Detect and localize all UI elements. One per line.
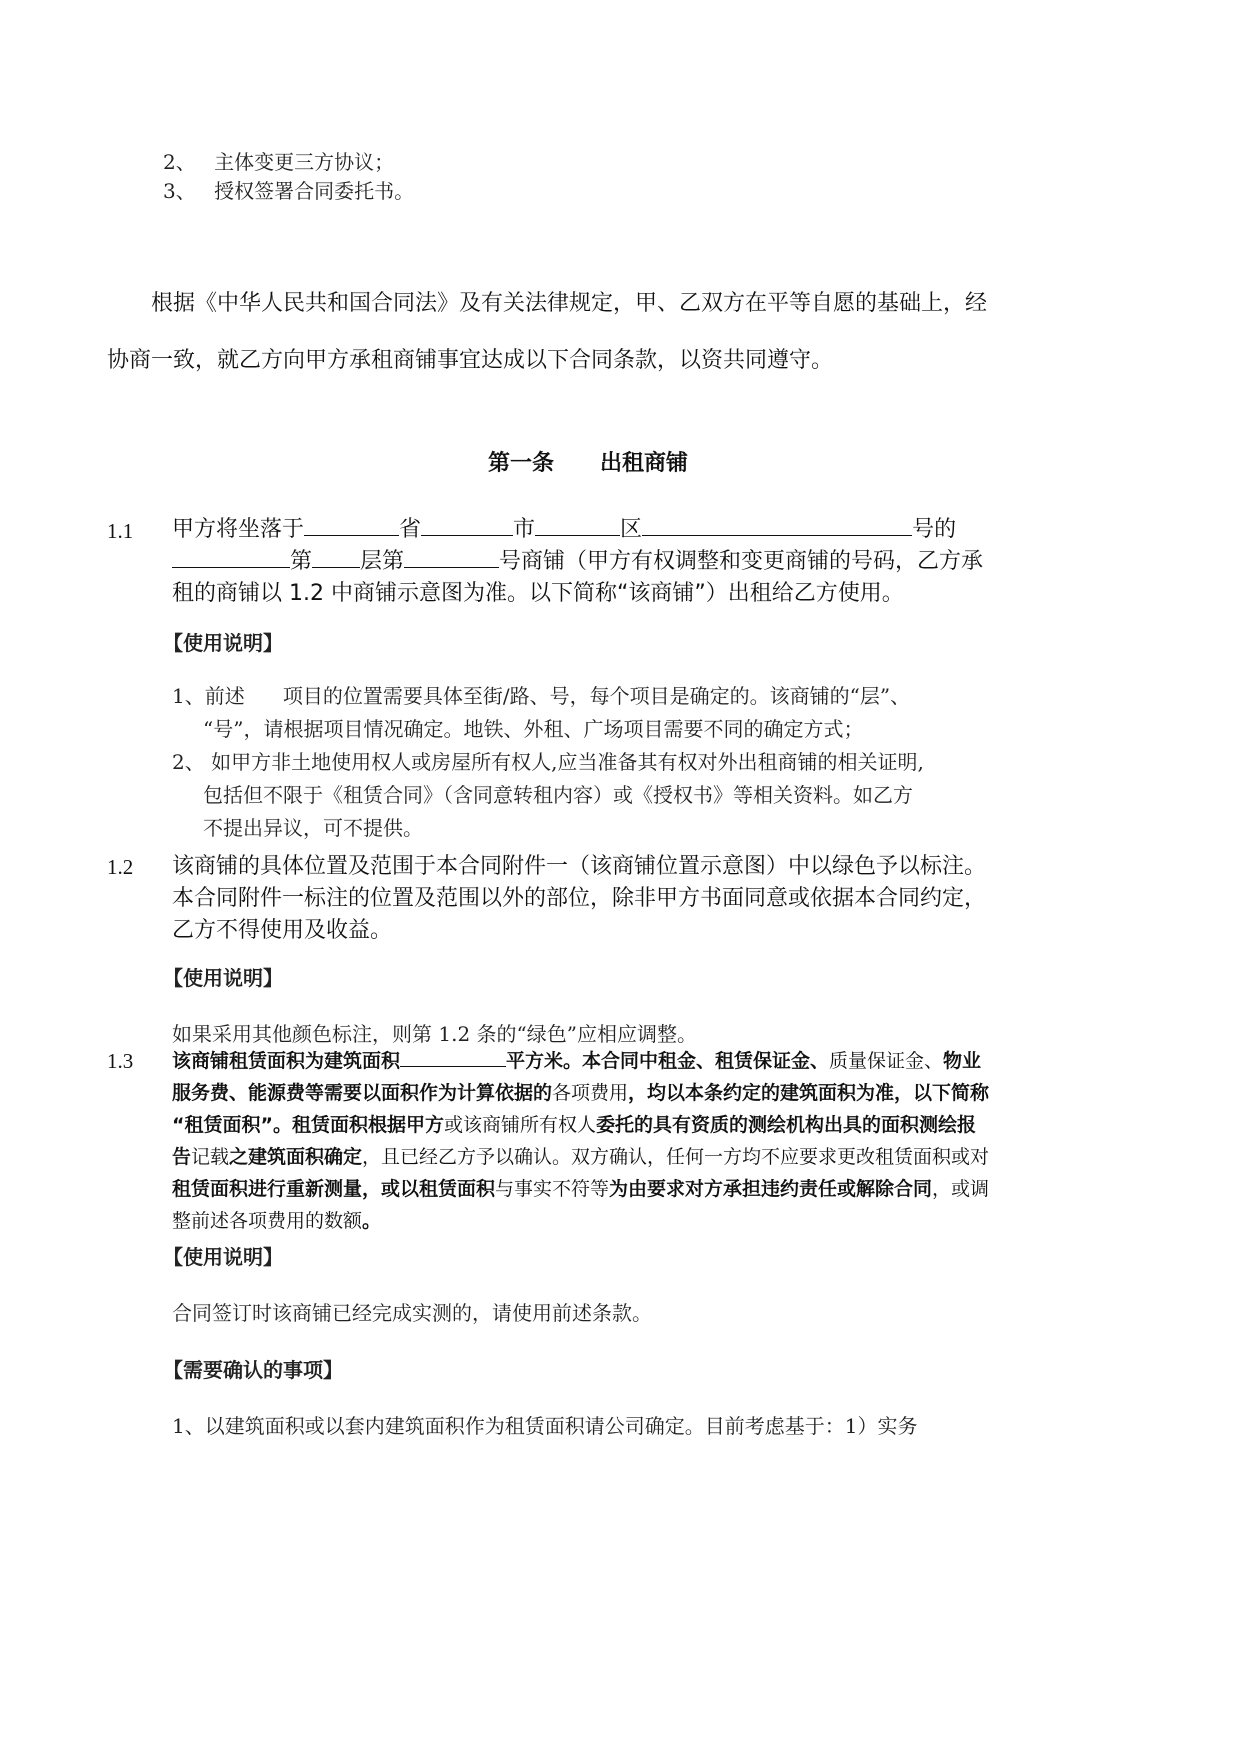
clause-1-3 [172,1045,1102,1237]
clause-line: 第 层第 号商铺（甲方有权调整和变更商铺的号码，乙方承 [172,546,1102,578]
usage-note-label: 【使用说明】 [163,631,283,655]
clause-line: 甲方将坐落于 省 市 区 号的 [172,517,957,542]
usage-note-list [172,680,1072,845]
article-title: 第一条 出租商铺 [488,451,688,476]
note-item: 包括但不限于《租赁合同》（含同意转租内容）或《授权书》等相关资料。如乙方 [203,783,913,807]
fill-blank-floor[interactable] [312,547,360,568]
confirm-item-1: 1、以建筑面积或以套内建筑面积作为租赁面积请公司确定。目前考虑基于：1）实务 [172,1414,918,1438]
fill-blank-building[interactable] [172,547,290,568]
clause-line: 租赁面积进行重新测量，或以租赁面积与事实不符等为由要求对方承担违约责任或解除合同，或调 [172,1178,990,1200]
clause-number: 1.1 [107,519,134,543]
fill-blank-area[interactable] [400,1046,506,1067]
preamble-line-1: 根据《中华人民共和国合同法》及有关法律规定，甲、乙双方在平等自愿的基础上，经 [151,291,988,316]
usage-note-label: 【使用说明】 [163,1245,283,1269]
clause-line: 本合同附件一标注的位置及范围以外的部位，除非甲方书面同意或依据本合同约定， [172,886,987,911]
clause-number: 1.2 [107,855,134,879]
clause-line: 整前述各项费用的数额。 [172,1210,382,1232]
clause-line: 乙方不得使用及收益。 [172,918,393,943]
fill-blank-street[interactable] [304,515,399,536]
clause-line: 租的商铺以 1.2 中商铺示意图为准。以下简称“该商铺”）出租给乙方使用。 [172,581,904,606]
list-text: 授权签署合同委托书。 [214,179,415,203]
clause-line: 该商铺的具体位置及范围于本合同附件一（该商铺位置示意图）中以绿色予以标注。 [172,854,987,879]
fill-blank-shop-number[interactable] [404,547,499,568]
usage-note-label: 【使用说明】 [163,966,283,990]
list-number: 2、 [163,150,196,174]
note-item: 2、 如甲方非土地使用权人或房屋所有权人,应当准备其有权对外出租商铺的相关证明, [172,750,924,774]
clause-line: 服务费、能源费等需要以面积作为计算依据的各项费用，均以本条约定的建筑面积为准，以下简称 [172,1082,990,1104]
clause-number: 1.3 [107,1049,134,1073]
note-item: 不提出异议，可不提供。 [203,816,423,840]
clause-1-2 [172,851,1102,947]
clause-1-1 [172,514,1102,610]
list-number: 3、 [163,179,196,203]
usage-note-text: 合同签订时该商铺已经完成实测的，请使用前述条款。 [172,1301,652,1325]
list-text: 主体变更三方协议； [214,150,395,174]
usage-note-text: 如果采用其他颜色标注，则第 1.2 条的“绿色”应相应调整。 [172,1022,697,1046]
note-item: “号”，请根据项目情况确定。地铁、外租、广场项目需要不同的确定方式； [203,717,864,741]
preamble-line-2: 协商一致，就乙方向甲方承租商铺事宜达成以下合同条款，以资共同遵守。 [107,348,834,373]
clause-line: 告记载之建筑面积确定，且已经乙方予以确认。双方确认，任何一方均不应要求更改租赁面积或对 [172,1146,990,1168]
fill-blank-district[interactable] [642,515,912,536]
note-item: 1、前述 项目的位置需要具体至街/路、号，每个项目是确定的。该商铺的“层”、 [172,684,911,708]
list-item-2 [163,146,394,175]
fill-blank-province[interactable] [421,515,513,536]
list-item-3 [163,175,414,204]
fill-blank-city[interactable] [535,515,620,536]
confirm-label: 【需要确认的事项】 [163,1358,343,1382]
clause-line: 该商铺租赁面积为建筑面积 平方米。本合同中租金、租赁保证金、质量保证金、物业 [172,1045,1102,1077]
clause-line: “租赁面积”。租赁面积根据甲方或该商铺所有权人委托的具有资质的测绘机构出具的面积测绘报 [172,1114,977,1136]
